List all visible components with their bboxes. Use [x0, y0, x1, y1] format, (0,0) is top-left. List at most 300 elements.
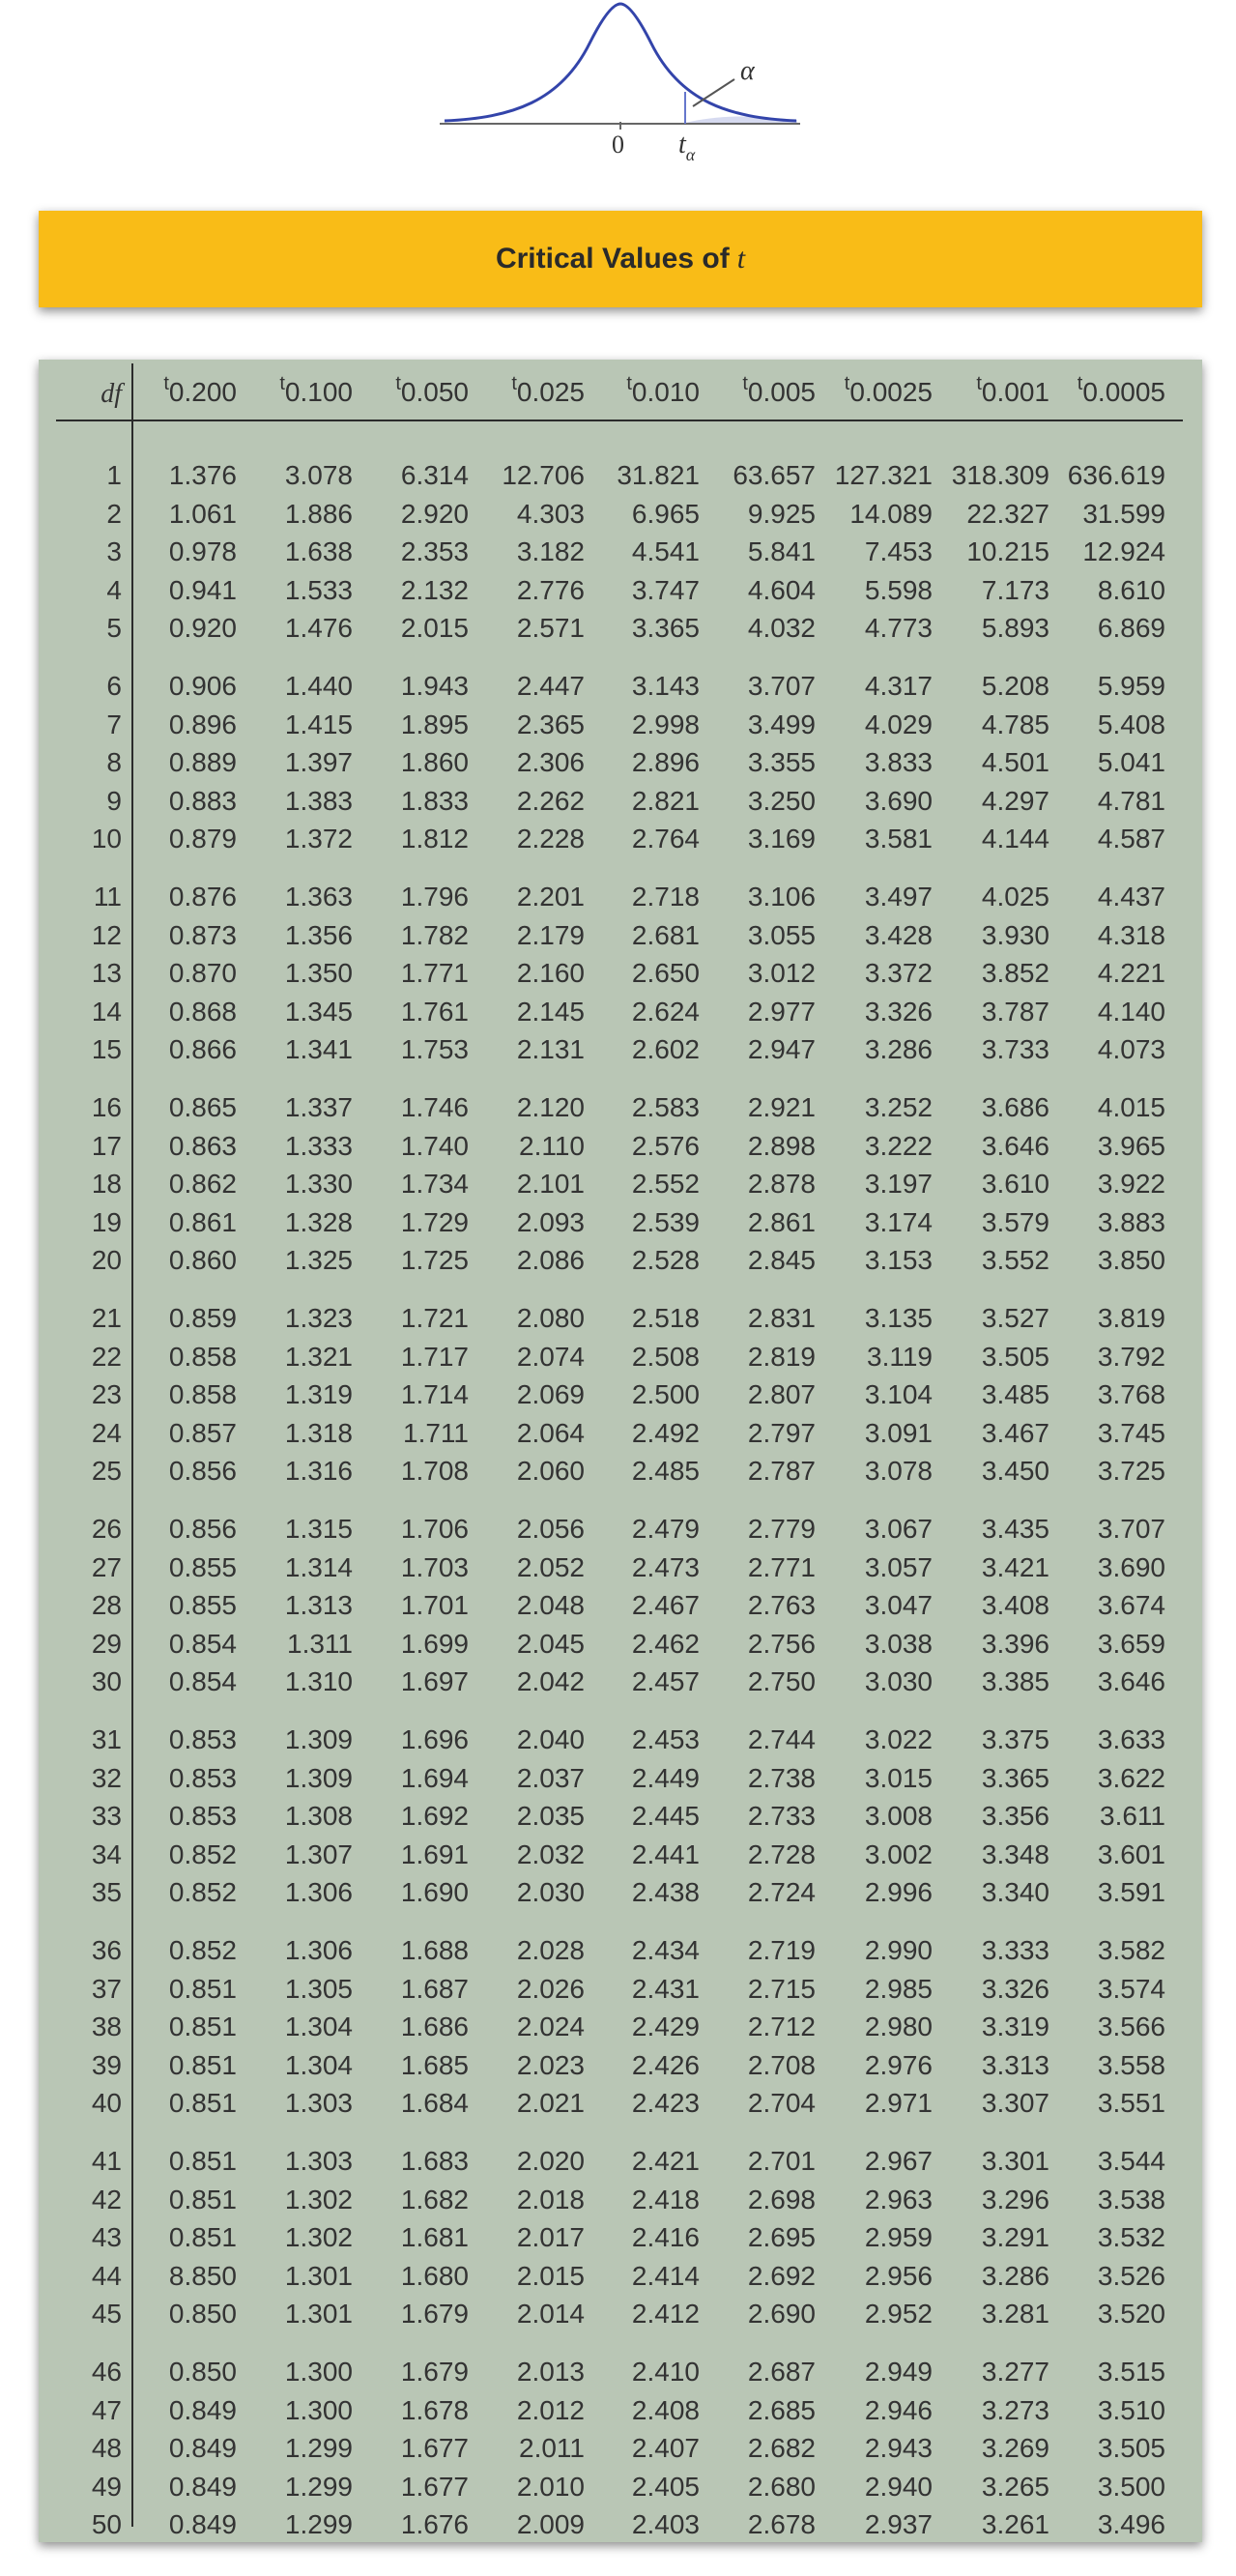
table-row	[39, 1299, 1202, 1338]
value-cell: 2.500	[631, 1379, 700, 1410]
value-cell: 1.703	[400, 1551, 469, 1582]
critical-values-table	[39, 360, 1202, 2542]
df-cell: 4	[106, 574, 122, 605]
df-cell: 43	[91, 2222, 122, 2253]
value-cell: 2.438	[631, 1877, 700, 1908]
value-cell: 3.485	[981, 1379, 1049, 1410]
table-row	[39, 993, 1202, 1031]
value-cell: 63.657	[733, 460, 816, 490]
value-cell: 3.646	[981, 1130, 1049, 1161]
value-cell: 5.841	[747, 536, 816, 567]
value-cell: 3.313	[981, 2049, 1049, 2080]
value-cell: 1.299	[284, 2509, 353, 2540]
value-cell: 3.047	[864, 1590, 933, 1621]
value-cell: 3.030	[864, 1666, 933, 1697]
value-cell: 0.860	[168, 1245, 237, 1276]
df-cell: 32	[91, 1762, 122, 1793]
value-cell: 2.052	[516, 1551, 585, 1582]
value-cell: 1.676	[400, 2509, 469, 2540]
value-cell: 3.611	[1100, 1801, 1165, 1832]
value-cell: 2.426	[631, 2049, 700, 2080]
value-cell: 2.011	[519, 2433, 585, 2464]
value-cell: 22.327	[966, 498, 1049, 529]
value-cell: 2.462	[631, 1628, 700, 1659]
table-row	[39, 916, 1202, 955]
value-cell: 3.307	[981, 2088, 1049, 2119]
value-cell: 2.980	[864, 2012, 933, 2042]
value-cell: 2.492	[631, 1417, 700, 1448]
df-cell: 27	[91, 1551, 122, 1582]
value-cell: 1.397	[284, 747, 353, 778]
table-title: Critical Values of	[495, 243, 730, 275]
value-cell: 3.252	[864, 1092, 933, 1122]
value-cell: 2.262	[516, 785, 585, 816]
value-cell: 0.856	[168, 1456, 237, 1487]
column-header-t: t	[511, 373, 517, 394]
table-row	[39, 2353, 1202, 2391]
value-cell: 1.313	[284, 1590, 353, 1621]
value-cell: 1.682	[400, 2184, 469, 2214]
df-cell: 22	[91, 1341, 122, 1372]
value-cell: 3.365	[631, 613, 700, 644]
value-cell: 4.303	[516, 498, 585, 529]
value-cell: 2.698	[747, 2184, 816, 2214]
table-row	[39, 1165, 1202, 1203]
value-cell: 0.855	[168, 1551, 237, 1582]
df-cell: 24	[91, 1417, 122, 1448]
value-cell: 1.701	[400, 1590, 469, 1621]
table-row	[39, 2468, 1202, 2506]
value-cell: 3.286	[864, 1034, 933, 1065]
value-cell: 3.690	[864, 785, 933, 816]
value-cell: 2.771	[747, 1551, 816, 1582]
value-cell: 1.711	[403, 1417, 469, 1448]
df-cell: 40	[91, 2088, 122, 2119]
value-cell: 2.479	[631, 1514, 700, 1544]
value-cell: 3.707	[1097, 1514, 1165, 1544]
value-cell: 1.692	[400, 1801, 469, 1832]
value-cell: 3.566	[1097, 2012, 1165, 2042]
value-cell: 2.756	[747, 1628, 816, 1659]
value-cell: 2.976	[864, 2049, 933, 2080]
value-cell: 2.744	[747, 1724, 816, 1754]
table-row	[39, 2218, 1202, 2257]
value-cell: 0.851	[168, 1973, 237, 2004]
table-row	[39, 1970, 1202, 2009]
column-header-value: 0.025	[516, 377, 585, 407]
value-cell: 2.035	[516, 1801, 585, 1832]
value-cell: 3.269	[981, 2433, 1049, 2464]
value-cell: 1.328	[284, 1206, 353, 1237]
value-cell: 2.014	[516, 2299, 585, 2330]
column-header	[709, 373, 816, 416]
value-cell: 0.853	[168, 1724, 237, 1754]
value-cell: 1.333	[284, 1130, 353, 1161]
t-alpha-label: $t_\alpha$	[678, 130, 696, 164]
value-cell: 2.423	[631, 2088, 700, 2119]
table-row	[39, 2008, 1202, 2046]
value-cell: 3.499	[747, 709, 816, 739]
table-row	[39, 706, 1202, 744]
value-cell: 1.708	[400, 1456, 469, 1487]
value-cell: 3.182	[516, 536, 585, 567]
value-cell: 2.952	[864, 2299, 933, 2330]
value-cell: 2.624	[631, 996, 700, 1027]
value-cell: 3.222	[864, 1130, 933, 1161]
table-row	[39, 2142, 1202, 2181]
value-cell: 1.886	[284, 498, 353, 529]
value-cell: 5.408	[1097, 709, 1165, 739]
value-cell: 3.552	[981, 1245, 1049, 1276]
value-cell: 2.949	[864, 2357, 933, 2387]
column-header	[1059, 373, 1165, 416]
df-cell: 14	[91, 996, 122, 1027]
value-cell: 1.734	[400, 1169, 469, 1200]
column-header	[478, 373, 585, 416]
t-distribution-figure	[425, 0, 812, 174]
value-cell: 2.682	[747, 2433, 816, 2464]
value-cell: 1.356	[284, 919, 353, 950]
column-header-t: t	[279, 373, 285, 394]
value-cell: 3.106	[747, 882, 816, 912]
value-cell: 2.473	[631, 1551, 700, 1582]
value-cell: 4.318	[1097, 919, 1165, 950]
value-cell: 2.956	[864, 2260, 933, 2291]
df-cell: 38	[91, 2012, 122, 2042]
value-cell: 3.008	[864, 1801, 933, 1832]
df-cell: 11	[93, 882, 122, 912]
zero-label: 0	[612, 130, 624, 159]
value-cell: 2.418	[631, 2184, 700, 2214]
value-cell: 3.690	[1097, 1551, 1165, 1582]
table-row	[39, 2046, 1202, 2085]
value-cell: 1.440	[284, 671, 353, 701]
value-cell: 2.030	[516, 1877, 585, 1908]
value-cell: 2.453	[631, 1724, 700, 1754]
value-cell: 3.883	[1097, 1206, 1165, 1237]
value-cell: 2.407	[631, 2433, 700, 2464]
value-cell: 2.750	[747, 1666, 816, 1697]
value-cell: 2.959	[864, 2222, 933, 2253]
value-cell: 2.132	[400, 574, 469, 605]
value-cell: 3.674	[1097, 1590, 1165, 1621]
value-cell: 2.457	[631, 1666, 700, 1697]
value-cell: 2.776	[516, 574, 585, 605]
value-cell: 3.408	[981, 1590, 1049, 1621]
df-cell: 45	[91, 2299, 122, 2330]
df-cell: 31	[91, 1724, 122, 1754]
value-cell: 1.681	[400, 2222, 469, 2253]
value-cell: 2.943	[864, 2433, 933, 2464]
value-cell: 0.853	[168, 1801, 237, 1832]
column-header	[943, 373, 1049, 416]
value-cell: 2.179	[516, 919, 585, 950]
value-cell: 0.851	[168, 2184, 237, 2214]
value-cell: 9.925	[747, 498, 816, 529]
value-cell: 1.740	[400, 1130, 469, 1161]
value-cell: 2.861	[747, 1206, 816, 1237]
value-cell: 3.450	[981, 1456, 1049, 1487]
value-cell: 2.695	[747, 2222, 816, 2253]
df-cell: 7	[106, 709, 122, 739]
value-cell: 3.333	[981, 1935, 1049, 1965]
value-cell: 3.135	[864, 1303, 933, 1333]
column-header-value: 0.0025	[849, 377, 933, 407]
value-cell: 3.057	[864, 1551, 933, 1582]
value-cell: 1.300	[284, 2357, 353, 2387]
value-cell: 2.434	[631, 1935, 700, 1965]
table-row	[39, 1663, 1202, 1701]
table-row	[39, 609, 1202, 648]
column-header	[130, 373, 237, 416]
value-cell: 3.582	[1097, 1935, 1165, 1965]
table-row	[39, 2181, 1202, 2219]
value-cell: 2.009	[516, 2509, 585, 2540]
value-cell: 1.304	[284, 2012, 353, 2042]
value-cell: 2.678	[747, 2509, 816, 2540]
value-cell: 3.768	[1097, 1379, 1165, 1410]
table-row	[39, 2391, 1202, 2430]
value-cell: 0.861	[168, 1206, 237, 1237]
value-cell: 2.728	[747, 1838, 816, 1869]
value-cell: 2.896	[631, 747, 700, 778]
value-cell: 1.306	[284, 1935, 353, 1965]
value-cell: 1.372	[284, 824, 353, 854]
value-cell: 1.721	[400, 1303, 469, 1333]
value-cell: 0.852	[168, 1935, 237, 1965]
value-cell: 1.533	[284, 574, 353, 605]
table-row	[39, 1241, 1202, 1280]
value-cell: 12.924	[1082, 536, 1165, 567]
column-header-value: 0.010	[631, 377, 700, 407]
value-cell: 2.704	[747, 2088, 816, 2119]
value-cell: 0.889	[168, 747, 237, 778]
value-cell: 3.558	[1097, 2049, 1165, 2080]
value-cell: 3.538	[1097, 2184, 1165, 2214]
value-cell: 4.144	[981, 824, 1049, 854]
value-cell: 3.372	[864, 958, 933, 989]
value-cell: 3.326	[864, 996, 933, 1027]
value-cell: 2.920	[400, 498, 469, 529]
value-cell: 3.833	[864, 747, 933, 778]
value-cell: 1.638	[284, 536, 353, 567]
value-cell: 3.646	[1097, 1666, 1165, 1697]
value-cell: 3.610	[981, 1169, 1049, 1200]
table-row	[39, 1510, 1202, 1548]
value-cell: 2.131	[516, 1034, 585, 1065]
value-cell: 1.679	[400, 2299, 469, 2330]
value-cell: 3.365	[981, 1762, 1049, 1793]
table-row	[39, 533, 1202, 571]
value-cell: 3.348	[981, 1838, 1049, 1869]
value-cell: 3.265	[981, 2471, 1049, 2502]
value-cell: 2.940	[864, 2471, 933, 2502]
value-cell: 3.574	[1097, 1973, 1165, 2004]
value-cell: 3.435	[981, 1514, 1049, 1544]
value-cell: 0.920	[168, 613, 237, 644]
value-cell: 0.866	[168, 1034, 237, 1065]
value-cell: 2.064	[516, 1417, 585, 1448]
value-cell: 2.110	[519, 1130, 585, 1161]
value-cell: 1.341	[284, 1034, 353, 1065]
value-cell: 1.309	[284, 1724, 353, 1754]
value-cell: 1.833	[400, 785, 469, 816]
value-cell: 1.311	[287, 1628, 353, 1659]
value-cell: 2.431	[631, 1973, 700, 2004]
value-cell: 2.898	[747, 1130, 816, 1161]
table-row	[39, 2429, 1202, 2468]
value-cell: 3.319	[981, 2012, 1049, 2042]
value-cell: 3.819	[1097, 1303, 1165, 1333]
alpha-label: α	[740, 56, 755, 86]
table-row	[39, 1414, 1202, 1453]
df-cell: 1	[106, 460, 122, 490]
value-cell: 1.301	[284, 2299, 353, 2330]
value-cell: 4.587	[1097, 824, 1165, 854]
value-cell: 2.032	[516, 1838, 585, 1869]
value-cell: 2.602	[631, 1034, 700, 1065]
column-header	[826, 373, 933, 416]
value-cell: 3.015	[864, 1762, 933, 1793]
value-cell: 0.856	[168, 1514, 237, 1544]
value-cell: 1.796	[400, 882, 469, 912]
value-cell: 8.850	[168, 2260, 237, 2291]
df-cell: 23	[91, 1379, 122, 1410]
value-cell: 2.042	[516, 1666, 585, 1697]
value-cell: 2.410	[631, 2357, 700, 2387]
value-cell: 2.680	[747, 2471, 816, 2502]
value-cell: 3.725	[1097, 1456, 1165, 1487]
df-cell: 46	[91, 2357, 122, 2387]
df-cell: 19	[91, 1206, 122, 1237]
table-row	[39, 456, 1202, 495]
value-cell: 1.345	[284, 996, 353, 1027]
value-cell: 3.686	[981, 1092, 1049, 1122]
df-cell: 2	[106, 498, 122, 529]
table-row	[39, 820, 1202, 858]
value-cell: 1.694	[400, 1762, 469, 1793]
value-cell: 3.291	[981, 2222, 1049, 2253]
value-cell: 0.883	[168, 785, 237, 816]
column-header-t: t	[626, 373, 632, 394]
value-cell: 1.299	[284, 2471, 353, 2502]
value-cell: 1.315	[284, 1514, 353, 1544]
value-cell: 1.303	[284, 2146, 353, 2176]
value-cell: 1.321	[284, 1341, 353, 1372]
value-cell: 0.858	[168, 1341, 237, 1372]
value-cell: 2.518	[631, 1303, 700, 1333]
value-cell: 2.797	[747, 1417, 816, 1448]
value-cell: 2.687	[747, 2357, 816, 2387]
value-cell: 3.496	[1097, 2509, 1165, 2540]
value-cell: 0.906	[168, 671, 237, 701]
value-cell: 3.169	[747, 824, 816, 854]
value-cell: 2.996	[864, 1877, 933, 1908]
value-cell: 2.692	[747, 2260, 816, 2291]
value-cell: 1.300	[284, 2394, 353, 2425]
value-cell: 2.467	[631, 1590, 700, 1621]
value-cell: 2.650	[631, 958, 700, 989]
value-cell: 0.851	[168, 2012, 237, 2042]
value-cell: 1.688	[400, 1935, 469, 1965]
value-cell: 2.201	[516, 882, 585, 912]
table-row	[39, 1759, 1202, 1798]
value-cell: 2.010	[516, 2471, 585, 2502]
column-header-value: 0.005	[747, 377, 816, 407]
value-cell: 1.729	[400, 1206, 469, 1237]
value-cell: 3.250	[747, 785, 816, 816]
value-cell: 1.685	[400, 2049, 469, 2080]
value-cell: 3.581	[864, 824, 933, 854]
value-cell: 3.745	[1097, 1417, 1165, 1448]
value-cell: 1.305	[284, 1973, 353, 2004]
value-cell: 2.921	[747, 1092, 816, 1122]
value-cell: 1.697	[400, 1666, 469, 1697]
column-header-t: t	[742, 373, 748, 394]
value-cell: 3.428	[864, 919, 933, 950]
table-title-variable: t	[736, 243, 746, 275]
value-cell: 0.851	[168, 2088, 237, 2119]
value-cell: 636.619	[1067, 460, 1165, 490]
value-cell: 3.421	[981, 1551, 1049, 1582]
df-cell: 21	[91, 1303, 122, 1333]
value-cell: 5.208	[981, 671, 1049, 701]
value-cell: 3.591	[1097, 1877, 1165, 1908]
value-cell: 3.174	[864, 1206, 933, 1237]
value-cell: 0.849	[168, 2471, 237, 2502]
value-cell: 3.787	[981, 996, 1049, 1027]
value-cell: 2.026	[516, 1973, 585, 2004]
value-cell: 3.022	[864, 1724, 933, 1754]
value-cell: 318.309	[951, 460, 1049, 490]
value-cell: 3.707	[747, 671, 816, 701]
value-cell: 0.850	[168, 2357, 237, 2387]
value-cell: 3.340	[981, 1877, 1049, 1908]
value-cell: 1.376	[168, 460, 237, 490]
df-cell: 41	[91, 2146, 122, 2176]
df-cell: 36	[91, 1935, 122, 1965]
value-cell: 2.701	[747, 2146, 816, 2176]
df-cell: 17	[91, 1130, 122, 1161]
value-cell: 2.779	[747, 1514, 816, 1544]
value-cell: 2.998	[631, 709, 700, 739]
value-cell: 1.699	[400, 1628, 469, 1659]
value-cell: 2.018	[516, 2184, 585, 2214]
value-cell: 2.080	[516, 1303, 585, 1333]
value-cell: 3.277	[981, 2357, 1049, 2387]
alpha-pointer	[693, 79, 734, 106]
value-cell: 1.684	[400, 2088, 469, 2119]
value-cell: 2.056	[516, 1514, 585, 1544]
value-cell: 3.551	[1097, 2088, 1165, 2119]
value-cell: 0.851	[168, 2146, 237, 2176]
value-cell: 1.303	[284, 2088, 353, 2119]
value-cell: 2.040	[516, 1724, 585, 1754]
value-cell: 2.403	[631, 2509, 700, 2540]
table-row	[39, 2505, 1202, 2544]
table-row	[39, 1203, 1202, 1242]
table-row	[39, 1625, 1202, 1664]
value-cell: 3.091	[864, 1417, 933, 1448]
table-row	[39, 2084, 1202, 2123]
value-cell: 2.738	[747, 1762, 816, 1793]
df-cell: 34	[91, 1838, 122, 1869]
value-cell: 3.055	[747, 919, 816, 950]
value-cell: 2.937	[864, 2509, 933, 2540]
df-cell: 35	[91, 1877, 122, 1908]
value-cell: 2.685	[747, 2394, 816, 2425]
value-cell: 2.306	[516, 747, 585, 778]
